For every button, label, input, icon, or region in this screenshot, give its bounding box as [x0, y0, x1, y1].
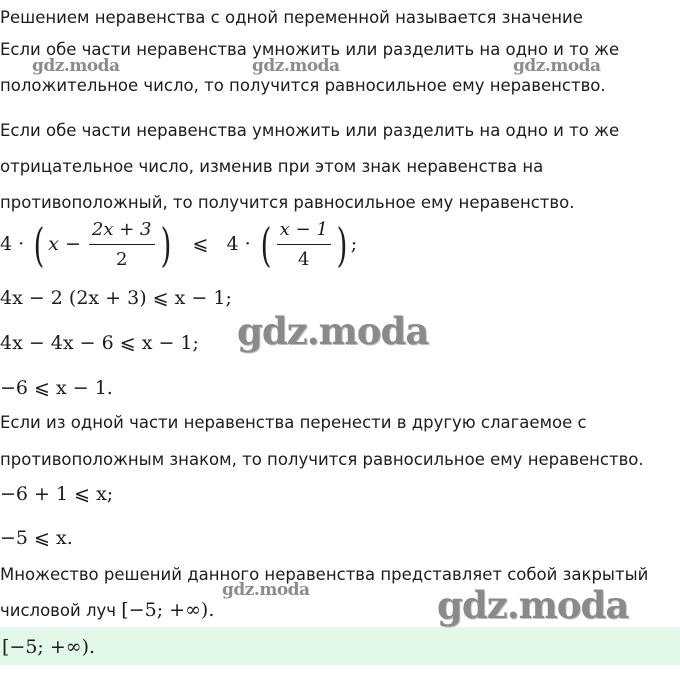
- ray-notation: [−5; +∞).: [121, 599, 215, 621]
- watermark: gdz.moda: [252, 56, 340, 76]
- equation-1: [0, 218, 357, 272]
- text-line: отрицательное число, изменив при этом знак неравенства на: [0, 157, 544, 176]
- text-line: [0, 600, 214, 621]
- coefficient: 4 ·: [0, 233, 25, 255]
- equation-4: −6 ⩽ x − 1.: [0, 377, 113, 399]
- equation-3: 4x − 4x − 6 ⩽ x − 1;: [0, 332, 199, 354]
- watermark: gdz.moda: [32, 56, 120, 76]
- watermark: gdz.moda: [437, 583, 629, 627]
- minus-sign: −: [64, 233, 81, 255]
- text-line: Если обе части неравенства умножить или разделить на одно и то же: [0, 40, 620, 59]
- equation-5: −6 + 1 ⩽ x;: [0, 483, 114, 505]
- left-paren: (: [33, 218, 45, 272]
- semicolon: ;: [350, 233, 358, 255]
- text-line: Множество решений данного неравенства представляет собой закрытый: [0, 565, 649, 584]
- equation-6: −5 ⩽ x.: [0, 527, 73, 549]
- fraction: [89, 218, 155, 272]
- answer-box: [0, 627, 680, 665]
- right-paren: ): [160, 218, 171, 272]
- denominator: 2: [115, 249, 128, 270]
- right-paren: ): [336, 218, 348, 272]
- left-paren: (: [260, 218, 272, 272]
- text-line: Если из одной части неравенства перенести в другую слагаемое с: [0, 413, 587, 432]
- text-line: противоположным знаком, то получится равносильное ему неравенство.: [0, 450, 644, 469]
- equation-2: 4x − 2 (2x + 3) ⩽ x − 1;: [0, 287, 232, 309]
- watermark: gdz.moda: [222, 580, 310, 600]
- coefficient: 4 ·: [226, 233, 251, 255]
- numerator: 2x + 3: [89, 218, 155, 245]
- relation-sign: ⩽: [192, 233, 209, 255]
- watermark: gdz.moda: [513, 56, 601, 76]
- numerator: x − 1: [277, 218, 331, 245]
- text-line: положительное число, то получится равносильное ему неравенство.: [0, 76, 606, 95]
- fraction: [277, 218, 331, 272]
- answer-value: [−5; +∞).: [2, 636, 96, 658]
- text-line: противоположный, то получится равносильное ему неравенство.: [0, 193, 575, 212]
- denominator: 4: [297, 249, 310, 270]
- text-line: Если обе части неравенства умножить или разделить на одно и то же: [0, 121, 620, 140]
- text-fragment: числовой луч: [0, 601, 117, 620]
- text-line: Решением неравенства с одной переменной называется значение: [0, 8, 583, 27]
- watermark: gdz.moda: [237, 309, 429, 353]
- variable: x: [48, 233, 59, 255]
